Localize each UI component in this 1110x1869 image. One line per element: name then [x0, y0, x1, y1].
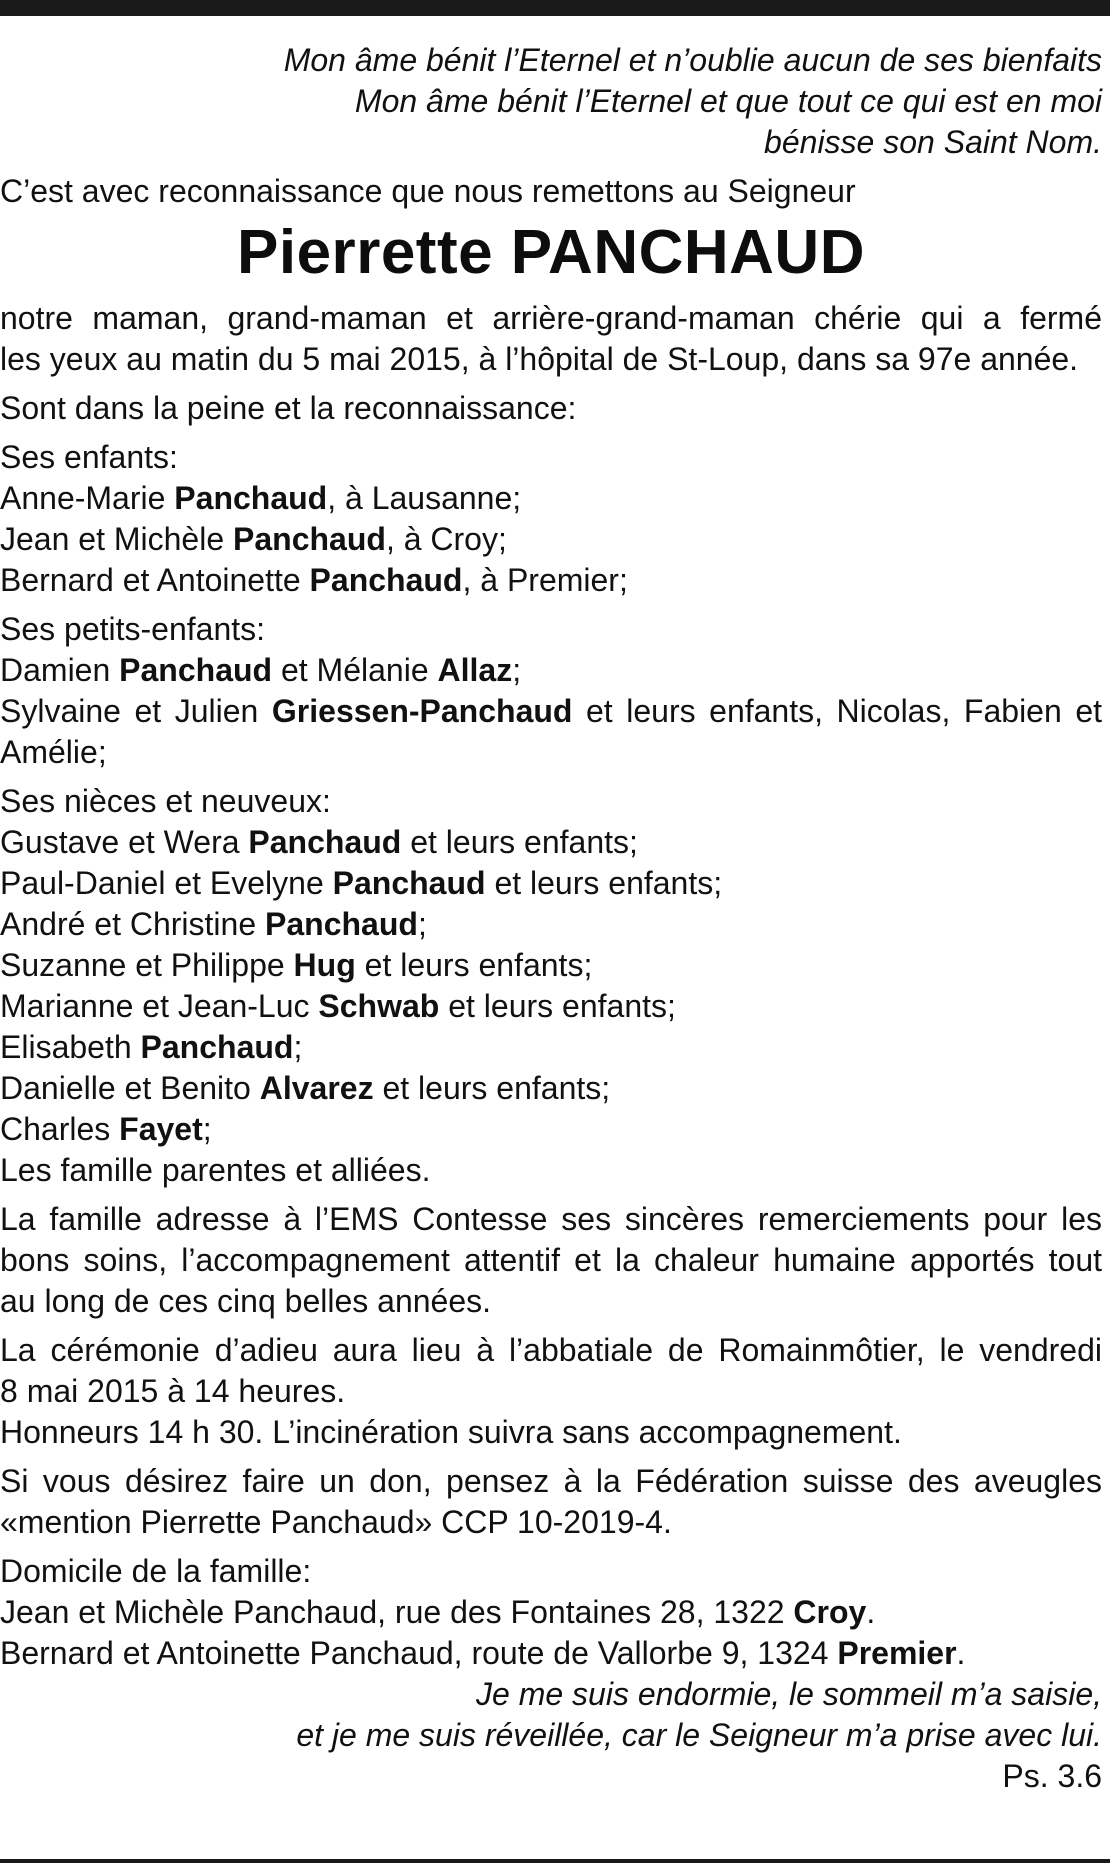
- donation-line: «mention Pierrette Panchaud» CCP 10-2019-4.: [0, 1504, 672, 1540]
- family-closing: Les famille parentes et alliées.: [0, 1152, 431, 1188]
- thanks-line: bons soins, l’accompagnement attentif et la chaleur humaine apportés tout: [0, 1242, 1102, 1278]
- family-entry: Gustave et Wera Panchaud et leurs enfants;: [0, 824, 638, 860]
- ceremony-paragraph: [0, 1330, 1102, 1453]
- ceremony-line: 8 mai 2015 à 14 heures.: [0, 1373, 346, 1409]
- closing-verse: [0, 1674, 1102, 1797]
- family-entry: Suzanne et Philippe Hug et leurs enfants;: [0, 947, 593, 983]
- family-entry: Sylvaine et Julien Griessen-Panchaud et leurs enfants, Nicolas, Fabien et: [0, 693, 1103, 729]
- grandchildren-heading: Ses petits-enfants:: [0, 611, 266, 647]
- thanks-paragraph: [0, 1199, 1102, 1322]
- donation-line: Si vous désirez faire un don, pensez à la Fédération suisse des aveugles: [0, 1463, 1102, 1499]
- epigraph-line: Mon âme bénit l’Eternel et n’oublie aucun de ses bienfaits: [283, 42, 1102, 78]
- family-entry: Bernard et Antoinette Panchaud, à Premier;: [0, 562, 628, 598]
- announcement-line: les yeux au matin du 5 mai 2015, à l’hôpital de St-Loup, dans sa 97e année.: [0, 341, 1079, 377]
- ceremony-line: La cérémonie d’adieu aura lieu à l’abbatiale de Romainmôtier, le vendredi: [0, 1332, 1102, 1368]
- children-heading: Ses enfants:: [0, 439, 178, 475]
- verse-reference: Ps. 3.6: [1002, 1758, 1102, 1794]
- children-section: [0, 437, 1102, 601]
- deceased-name: Pierrette PANCHAUD: [237, 218, 865, 287]
- nieces-heading: Ses nièces et neuveux:: [0, 783, 331, 819]
- bottom-rule: [0, 1859, 1110, 1863]
- domicile-entry: Jean et Michèle Panchaud, rue des Fontaines 28, 1322 Croy.: [0, 1594, 876, 1630]
- domicile-section: [0, 1551, 1102, 1674]
- mourners-heading: Sont dans la peine et la reconnaissance:: [0, 390, 577, 426]
- family-entry-continued: Amélie;: [0, 734, 107, 770]
- domicile-heading: Domicile de la famille:: [0, 1553, 312, 1589]
- grandchildren-section: [0, 609, 1102, 773]
- announcement-line: notre maman, grand-maman et arrière-grand-maman chérie qui a fermé: [0, 300, 1102, 336]
- family-entry: Jean et Michèle Panchaud, à Croy;: [0, 521, 507, 557]
- notice-content: [0, 40, 1102, 1797]
- family-entry: André et Christine Panchaud;: [0, 906, 427, 942]
- thanks-line: La famille adresse à l’EMS Contesse ses sincères remerciements pour les: [0, 1201, 1102, 1237]
- family-entry: Anne-Marie Panchaud, à Lausanne;: [0, 480, 522, 516]
- epigraph: [0, 40, 1102, 163]
- verse-line: et je me suis réveillée, car le Seigneur m’a prise avec lui.: [296, 1717, 1102, 1753]
- intro-text: C’est avec reconnaissance que nous remettons au Seigneur: [0, 173, 856, 209]
- domicile-entry: Bernard et Antoinette Panchaud, route de Vallorbe 9, 1324 Premier.: [0, 1635, 966, 1671]
- nieces-section: [0, 781, 1102, 1191]
- family-entry: Elisabeth Panchaud;: [0, 1029, 303, 1065]
- family-entry: Charles Fayet;: [0, 1111, 212, 1147]
- verse-line: Je me suis endormie, le sommeil m’a saisie,: [476, 1676, 1102, 1712]
- top-rule: [0, 0, 1110, 16]
- donation-paragraph: [0, 1461, 1102, 1543]
- family-entry: Paul-Daniel et Evelyne Panchaud et leurs enfants;: [0, 865, 723, 901]
- epigraph-line: Mon âme bénit l’Eternel et que tout ce qui est en moi: [354, 83, 1102, 119]
- family-entry: Damien Panchaud et Mélanie Allaz;: [0, 652, 522, 688]
- family-entry: Marianne et Jean-Luc Schwab et leurs enfants;: [0, 988, 676, 1024]
- ceremony-line: Honneurs 14 h 30. L’incinération suivra sans accompagnement.: [0, 1414, 902, 1450]
- epigraph-line: bénisse son Saint Nom.: [764, 124, 1102, 160]
- thanks-line: au long de ces cinq belles années.: [0, 1283, 492, 1319]
- family-entry: Danielle et Benito Alvarez et leurs enfants;: [0, 1070, 611, 1106]
